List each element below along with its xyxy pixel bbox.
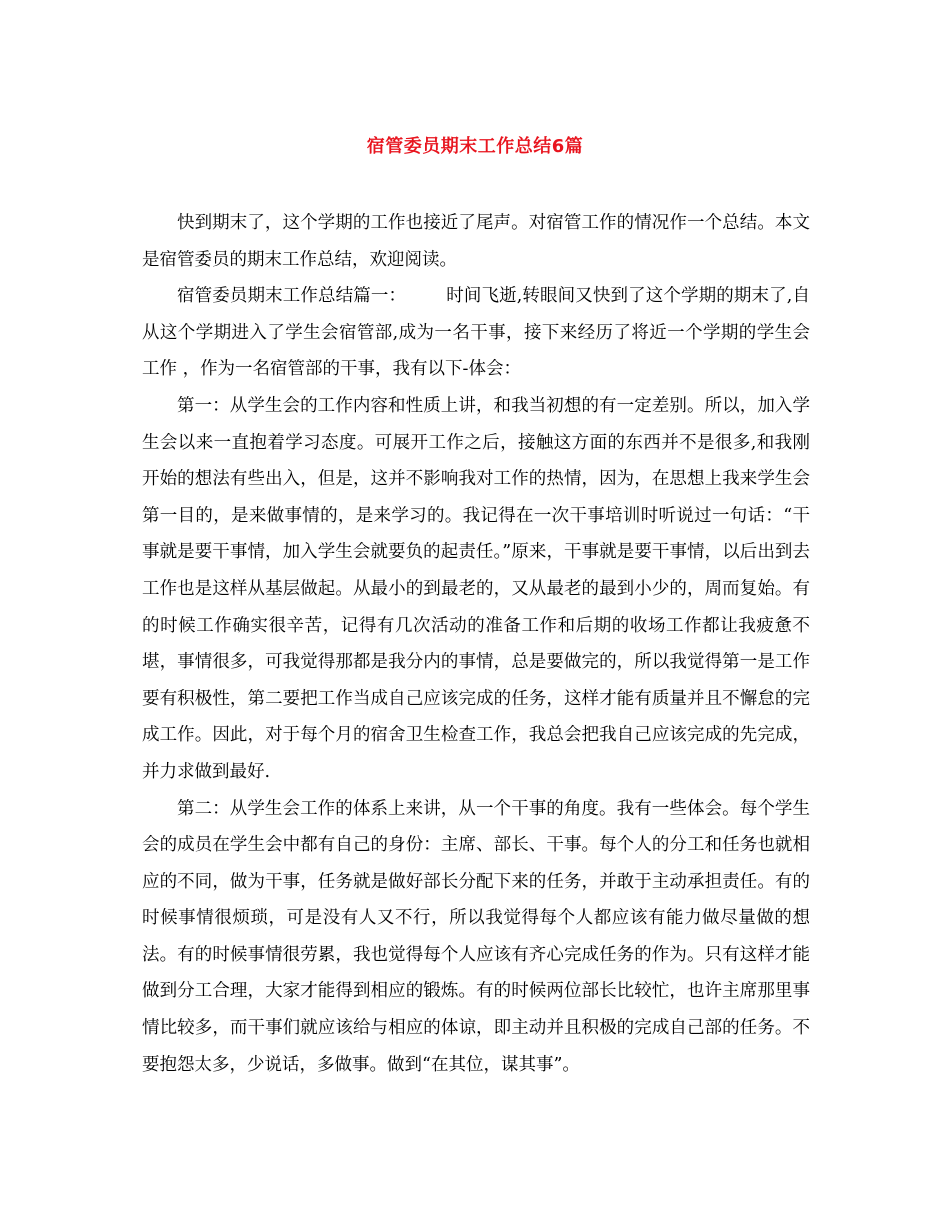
- document-body: [142, 205, 810, 1083]
- document-title: 宿管委员期末工作总结6篇: [366, 136, 584, 157]
- point-one-paragraph: 第一：从学生会的工作内容和性质上讲，和我当初想的有一定差别。所以，加入学生会以来一直抱着学习态度。可展开工作之后，接触这方面的东西并不是很多,和我刚开始的想法有些出入，但是，这并不影响我对工作的热情，因为，在思想上我来学生会第一目的，是来做事情的，是来学习的。我记得在一次干事培训时听说过一句话：“干事就是要干事情，加入学生会就要负的起责任。”原来，干事就是要干事情，以后出到去工作也是这样从基层做起。从最小的到最老的，又从最老的最到小少的，周而复始。有的时候工作确实很辛苦，记得有几次活动的准备工作和后期的收场工作都让我疲惫不堪，事情很多，可我觉得那都是我分内的事情，总是要做完的，所以我觉得第一是工作要有积极性，第二要把工作当成自己应该完成的任务，这样才能有质量并且不懈怠的完成工作。因此，对于每个月的宿舍卫生检查工作，我总会把我自己应该完成的先完成，并力求做到最好.: [142, 395, 810, 782]
- section-one-body: 时间飞逝,转眼间又快到了这个学期的期末了,自从这个学期进入了学生会宿管部,成为一名干事，接下来经历了将近一个学期的学生会工作 ，作为一名宿管部的干事，我有以下-体会：: [142, 286, 810, 380]
- section-one-heading: 宿管委员期末工作总结篇一：: [177, 286, 407, 307]
- intro-paragraph: 快到期末了，这个学期的工作也接近了尾声。对宿管工作的情况作一个总结。本文是宿管委员的期末工作总结，欢迎阅读。: [142, 213, 810, 270]
- section-one-paragraph: [142, 278, 810, 388]
- point-two-paragraph: 第二：从学生会工作的体系上来讲，从一个干事的角度。我有一些体会。每个学生会的成员在学生会中都有自己的身份：主席、部长、干事。每个人的分工和任务也就相应的不同，做为干事，任务就是做好部长分配下来的任务，并敢于主动承担责任。有的时候事情很烦琐，可是没有人又不行，所以我觉得每个人都应该有能力做尽量做的想法。有的时候事情很劳累，我也觉得每个人应该有齐心完成任务的作为。只有这样才能做到分工合理，大家才能得到相应的锻炼。有的时候两位部长比较忙，也许主席那里事情比较多，而干事们就应该给与相应的体谅，即主动并且积极的完成自己部的任务。不要抱怨太多，少说话，多做事。做到“在其位，谋其事”。: [142, 798, 810, 1075]
